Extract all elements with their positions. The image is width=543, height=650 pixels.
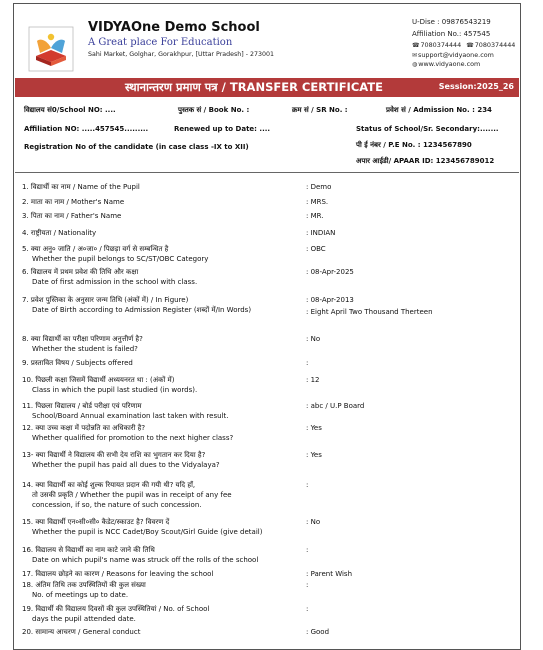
certificate-banner (15, 78, 519, 97)
tc-question-line2: Whether the student is failed? (32, 345, 138, 353)
tc-question-line2: days the pupil attended date. (32, 615, 136, 623)
tc-value: : Yes (306, 451, 322, 459)
apaar-id: अपार आईडी/ APAAR ID: 123456789012 (356, 157, 495, 165)
tc-value: : OBC (306, 245, 326, 253)
tc-question-line2: School/Board Annual examination last taken with result. (32, 412, 229, 420)
tc-value: : (306, 605, 309, 613)
school-status: Status of School/Sr. Secondary:....... (356, 125, 499, 133)
admission-no: प्रवेश सं / Admission No. : 234 (386, 106, 492, 114)
tc-question: 16. विद्यालय से विद्यार्थी का नाम काटे जाने की तिथि (22, 546, 155, 554)
tc-question-line2: Date on which pupil's name was struck off the rolls of the school (32, 556, 259, 564)
affiliation-no: Affiliation NO: .....457545......... (24, 125, 149, 133)
tc-value: : 12 (306, 376, 320, 384)
tc-question-line2: No. of meetings up to date. (32, 591, 129, 599)
school-name: VIDYAOne Demo School (88, 20, 260, 35)
tc-question: 4. राष्ट्रीयता / Nationality (22, 229, 97, 237)
tc-value: : (306, 581, 309, 589)
tc-value-words: : Eight April Two Thousand Therteen (306, 308, 433, 316)
tc-question-line2: Whether the pupil is NCC Cadet/Boy Scout/Girl Guide (give detail) (32, 528, 263, 536)
phone-2: 7080374444 (474, 41, 516, 49)
tc-value: : Yes (306, 424, 322, 432)
tc-question: 7. प्रवेश पुस्तिका के अनुसार जन्म तिथि (अंकों में) / In Figure) (22, 296, 189, 304)
tc-question: 20. सामान्य आचरण / General conduct (22, 628, 141, 636)
tc-value: : 08-Apr-2013 (306, 296, 354, 304)
tc-question: 5. क्या अनु० जाति / अ०जा० / पिछड़ा वर्ग से सम्बन्धित है (22, 245, 169, 253)
tc-value: : abc / U.P Board (306, 402, 365, 410)
phone-icon: ☎ (466, 42, 474, 49)
tc-value: : INDIAN (306, 229, 336, 237)
tc-value: : No (306, 518, 321, 526)
tc-value: : Parent Wish (306, 570, 353, 578)
school-logo-icon (28, 26, 74, 72)
tc-question-line3: concession, if so, the nature of such concession. (32, 501, 202, 509)
phone-line (412, 41, 515, 49)
tc-question: 12. क्या उच्च कक्षा में पदोन्नति का अधिकारी है? (22, 424, 146, 432)
tc-value: : MR. (306, 212, 324, 220)
tc-question-line2: Class in which the pupil last studied (in words). (32, 386, 198, 394)
tc-question: 11. पिछला विद्यालय / बोर्ड परीक्षा एवं परिणाम (22, 402, 142, 410)
tc-question: 2. माता का नाम / Mother's Name (22, 198, 125, 206)
session: Session:2025_26 (438, 82, 514, 91)
tc-value: : Good (306, 628, 330, 636)
email: support@vidyaone.com (418, 51, 494, 59)
school-tagline: A Great place For Education (88, 37, 233, 48)
tc-value: : (306, 546, 309, 554)
udise-code: U-Dise : 09876543219 (412, 18, 491, 26)
website-line (412, 60, 480, 68)
tc-question-line2: Whether the pupil has paid all dues to the Vidyalaya? (32, 461, 220, 469)
globe-icon: ◍ (412, 61, 418, 68)
certificate-title: स्थानान्तरण प्रमाण पत्र / TRANSFER CERTIFICATE (125, 80, 383, 94)
tc-value: : 08-Apr-2025 (306, 268, 354, 276)
affiliation-number: Affiliation No.: 457545 (412, 30, 491, 38)
website: www.vidyaone.com (418, 60, 481, 68)
tc-value: : Demo (306, 183, 332, 191)
tc-question-line2: Whether qualified for promotion to the next higher class? (32, 434, 234, 442)
tc-question: 17. विद्यालय छोड़ने का कारण / Reasons for leaving the school (22, 570, 214, 578)
tc-question: 13- क्या विद्यार्थी ने विद्यालय की सभी देय राशि का भुगतान कर दिया है? (22, 451, 206, 459)
email-icon: ✉ (412, 52, 418, 59)
tc-value: : (306, 481, 309, 489)
pen-no: पी ई नंबर / P.E No. : 1234567890 (356, 141, 472, 149)
tc-question: 6. विद्यालय में प्रथम प्रवेश की तिथि और कक्षा (22, 268, 139, 276)
phone-icon: ☎ (412, 42, 420, 49)
tc-question: 8. क्या विद्यार्थी का परीक्षा परिणाम अनुत्तीर्ण है? (22, 335, 143, 343)
school-address: Sahi Market, Golghar, Gorakhpur, [Uttar Pradesh] - 273001 (88, 51, 275, 58)
email-line (412, 51, 494, 59)
tc-question: 10. पिछली कक्षा जिसमें विद्यार्थी अध्ययनरत था : (अंकों में) (22, 376, 175, 384)
registration-no: Registration No of the candidate (in case class -IX to XII) (24, 143, 249, 151)
tc-question: 9. प्रस्तावित विषय / Subjects offered (22, 359, 133, 367)
school-no: विद्यालय सं0/School NO: .... (24, 106, 116, 114)
phone-1: 7080374444 (420, 41, 462, 49)
sr-no: क्रम सं / SR No. : (292, 106, 348, 114)
tc-question: 3. पिता का नाम / Father's Name (22, 212, 122, 220)
tc-question: 19. विद्यार्थी की विद्यालय दिवसों की कुल उपस्थितियां / No. of School (22, 605, 210, 613)
tc-question-line2: Date of first admission in the school with class. (32, 278, 198, 286)
renewed-date: Renewed up to Date: .... (174, 125, 271, 133)
tc-value: : No (306, 335, 321, 343)
book-no: पुस्तक सं / Book No. : (178, 106, 250, 114)
divider (15, 172, 519, 173)
tc-question: 18. अंतिम तिथि तक उपस्थितियों की कुल संख्या (22, 581, 146, 589)
tc-question: 1. विद्यार्थी का नाम / Name of the Pupil (22, 183, 140, 191)
tc-question-line2: Whether the pupil belongs to SC/ST/OBC Category (32, 255, 209, 263)
tc-question-line2: तो उसकी प्रकृति / Whether the pupil was in receipt of any fee (32, 491, 232, 499)
tc-value: : (306, 359, 309, 367)
tc-value: : MRS. (306, 198, 329, 206)
tc-question: 14. क्या विद्यार्थी का कोई शुल्क रियायत प्रदान की गयी थी? यदि हाँ, (22, 481, 196, 489)
tc-question: 15. क्या विद्यार्थी एन०सी०सी० कैडेट/स्काउट है? विवरण दें (22, 518, 170, 526)
tc-question-line2: Date of Birth according to Admission Register (शब्दों में/In Words) (32, 306, 252, 314)
